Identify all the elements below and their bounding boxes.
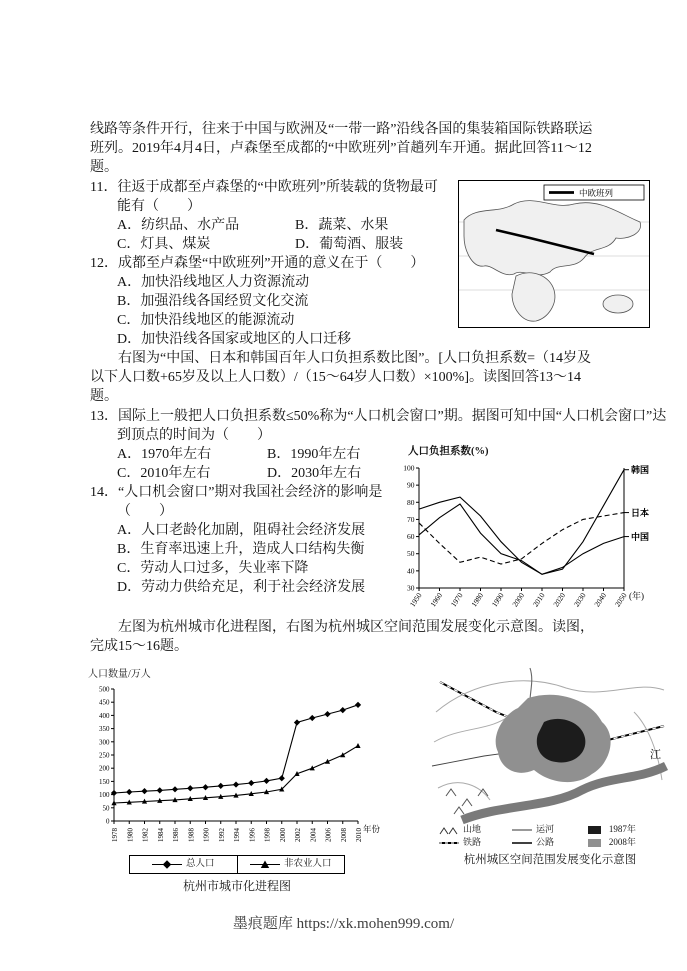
intro-paragraph: 线路等条件开行，往来于中国与欧洲及“一带一路”沿线各国的集装箱国际铁路联运班列。2019年4月4日，卢森堡至成都的“中欧班列”首趟列车开通。据此回答11～12题。 [90,122,593,175]
svg-text:100: 100 [99,791,110,800]
svg-text:500: 500 [99,685,110,694]
svg-text:300: 300 [99,738,110,747]
hangzhou-chart-canvas [84,681,390,851]
q11-stem: 11．往返于成都至卢森堡的“中欧班列”所装载的货物最可能有（ ） [90,180,438,214]
diamond-marker-icon [152,860,182,869]
svg-text:(年): (年) [629,591,644,601]
hangzhou-urbanization-chart [84,668,390,896]
svg-text:韩国: 韩国 [631,465,650,476]
q13-option-a: A．1970年左右 [117,447,212,462]
legend-road: 公路 [511,837,582,848]
legend-canal: 运河 [511,824,582,835]
q13-14-intro-paragraph: 右图为“中国、日本和韩国百年人口负担系数比图”。[人口负担系数=（14岁及以下人口数+65岁及以上人口数）/（15～64岁人口数）×100%]。读图回答13～14题。 [90,351,591,404]
q13-option-b: B．1990年左右 [267,447,361,462]
legend-railway: 铁路 [438,837,509,848]
svg-text:中国: 中国 [631,532,650,543]
q15-16-intro-paragraph: 左图为杭州城市化进程图，右图为杭州城区空间范围发展变化示意图。读图，完成15～16题。 [90,620,594,654]
legend-nonagricultural-label: 非农业人口 [283,859,332,869]
svg-text:200: 200 [99,764,110,773]
footer-text: 墨痕题库 https://xk.mohen999.com/ [232,916,455,932]
q12-option-d: D．加快沿线各国家或地区的人口迁移 [117,332,352,347]
q14-option-a: A．人口老龄化加剧，阻碍社会经济发展 [117,523,366,538]
bottom-figures-row [84,668,668,896]
svg-text:250: 250 [99,751,110,760]
svg-text:2002: 2002 [294,828,302,842]
chart1-title: 人口负担系数(%) [408,446,489,457]
q11-option-c: C．灯具、煤炭 [117,237,211,252]
svg-text:1990: 1990 [489,591,506,609]
population-burden-chart [392,445,668,614]
svg-text:100: 100 [403,463,415,473]
svg-text:2030: 2030 [571,591,588,609]
legend-total-population [130,856,238,873]
svg-text:400: 400 [99,711,110,720]
svg-text:40: 40 [407,566,415,576]
svg-text:1970: 1970 [448,591,465,609]
svg-text:1984: 1984 [156,828,165,842]
question-13-14-section [90,407,668,609]
q14-option-b: B．生育率迅速上升，造成人口结构失衡 [117,542,365,557]
svg-text:2010: 2010 [355,828,363,842]
svg-text:1998: 1998 [263,828,272,842]
svg-text:2050: 2050 [612,591,629,609]
q12-stem: 12．成都至卢森堡“中欧班列”开通的意义在于（ ） [90,256,425,271]
svg-text:2000: 2000 [278,828,287,842]
mountain-icon [438,825,460,835]
svg-text:1994: 1994 [233,828,241,842]
svg-text:1990: 1990 [202,828,211,842]
svg-text:50: 50 [102,804,110,813]
svg-text:1978: 1978 [111,828,119,842]
svg-text:350: 350 [99,725,110,734]
q13-stem: 13．国际上一般把人口负担系数≤50%称为“人口机会窗口”期。据图可知中国“人口机会窗口”达到顶点的时间为（ ） [90,409,667,443]
q11-option-b: B．蔬菜、水果 [295,218,389,233]
svg-text:2040: 2040 [592,591,609,609]
svg-text:2010: 2010 [530,591,547,609]
svg-text:2004: 2004 [309,828,318,842]
q12-option-a: A．加快沿线地区人力资源流动 [117,275,310,290]
svg-text:日本: 日本 [631,508,650,519]
svg-text:60: 60 [407,532,415,542]
extent-2008-icon [584,838,606,848]
svg-text:1992: 1992 [217,828,226,842]
road-icon [511,838,533,848]
svg-text:70: 70 [407,514,415,524]
world-map-legend-label: 中欧班列 [579,188,614,198]
railway-icon [438,838,460,848]
svg-text:1980: 1980 [126,828,135,842]
q14-option-d: D．劳动力供给充足，利于社会经济发展 [117,580,366,595]
svg-text:2020: 2020 [551,591,568,609]
river-label: 江 [650,749,661,761]
q12-option-b: B．加强沿线各国经贸文化交流 [117,294,309,309]
svg-text:1996: 1996 [248,828,257,842]
svg-text:450: 450 [99,698,110,707]
svg-text:1988: 1988 [187,828,196,842]
svg-text:2000: 2000 [510,591,527,609]
svg-text:1950: 1950 [407,591,424,609]
footer-watermark [0,912,687,933]
svg-text:1980: 1980 [469,591,486,609]
svg-text:30: 30 [407,583,415,593]
svg-text:2008: 2008 [339,828,348,842]
q14-stem: 14．“人口机会窗口”期对我国社会经济的影响是（ ） [90,485,383,519]
world-map-graphic [458,180,650,328]
svg-text:150: 150 [99,777,110,786]
q11-options [90,216,446,254]
svg-text:1960: 1960 [428,591,445,609]
svg-text:50: 50 [407,549,415,559]
q13-option-d: D．2030年左右 [267,466,362,481]
hangzhou-map-graphic [432,668,668,820]
legend-nonagricultural-population [238,856,345,873]
q13-option-c: C．2010年左右 [117,466,211,481]
extent-1987-icon [584,825,606,835]
svg-text:1986: 1986 [172,828,180,842]
hangzhou-chart-legend [129,855,345,874]
exam-page [90,120,668,896]
hangzhou-map-caption: 杭州城区空间范围发展变化示意图 [463,854,637,866]
canal-icon [511,825,533,835]
china-europe-railway-map [458,180,650,328]
q12-option-c: C．加快沿线地区的能源流动 [117,313,295,328]
q11-option-d: D．葡萄酒、服装 [295,237,404,252]
svg-text:2006: 2006 [324,828,333,842]
svg-text:90: 90 [407,480,415,490]
legend-total-label: 总人口 [185,859,215,869]
svg-text:1982: 1982 [141,828,150,842]
svg-text:0: 0 [106,817,110,826]
q11-option-a: A．纺织品、水产品 [117,218,240,233]
q13-options [90,445,384,483]
legend-2008: 2008年 [584,837,662,848]
legend-1987: 1987年 [584,824,662,835]
svg-text:年份: 年份 [363,824,381,834]
q14-option-c: C．劳动人口过多，失业率下降 [117,561,309,576]
triangle-marker-icon [250,860,280,869]
hangzhou-map-legend [438,824,662,848]
hangzhou-chart-caption: 杭州市城市化进程图 [182,879,291,893]
population-burden-chart-canvas [392,458,668,614]
chart2-title: 人口数量/万人 [88,669,151,680]
svg-text:80: 80 [407,497,415,507]
hangzhou-city-map [432,668,668,870]
world-map-legend [544,185,644,200]
legend-mountain: 山地 [438,824,509,835]
question-11-12-section [90,178,668,349]
